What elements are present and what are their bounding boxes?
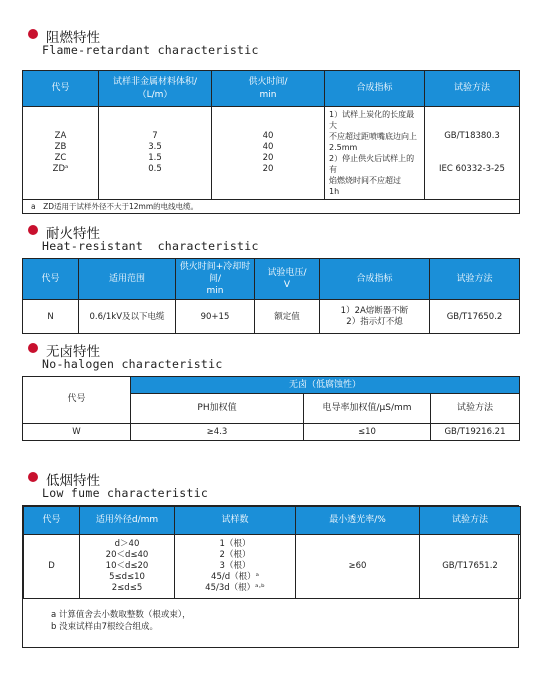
fire-voltage: 额定值 bbox=[255, 300, 320, 334]
header-method: 试验方法 bbox=[431, 394, 520, 424]
header-conductivity: 电导率加权值/μS/mm bbox=[304, 394, 431, 424]
header-scope: 适用范围 bbox=[79, 259, 176, 300]
halogen-code: W bbox=[23, 424, 131, 441]
halogen-heading bbox=[22, 340, 519, 376]
flame-heading bbox=[22, 26, 519, 62]
halogen-section bbox=[22, 340, 519, 441]
samples-list: 1（根） 2（根） 3（根） 45/d（根）ᵃ 45/3d（根）ᵃ·ᵇ bbox=[175, 535, 296, 599]
bullet-icon bbox=[28, 225, 38, 235]
method-cell: GB/T18380.3 IEC 60332-3-25 bbox=[425, 107, 520, 200]
header-time: 供火时间/ min bbox=[212, 71, 325, 107]
smoke-table bbox=[23, 506, 521, 599]
header-criteria: 合成指标 bbox=[325, 71, 425, 107]
header-method: 试验方法 bbox=[425, 71, 520, 107]
header-samples: 试样数 bbox=[175, 507, 296, 535]
fire-title-zh: 耐火特性 bbox=[46, 226, 100, 242]
header-group: 无卤（低腐蚀性） bbox=[131, 377, 520, 394]
halogen-ph: ≥4.3 bbox=[131, 424, 304, 441]
header-ph: PH加权值 bbox=[131, 394, 304, 424]
fire-criteria: 1）2A熔断器不断 2）指示灯不熄 bbox=[320, 300, 430, 334]
smoke-transmittance: ≥60 bbox=[296, 535, 420, 599]
fire-heading bbox=[22, 222, 519, 258]
halogen-title-zh: 无卤特性 bbox=[46, 344, 100, 360]
header-volume: 试样非金属材料体积/ （L/m） bbox=[99, 71, 212, 107]
flame-title-zh: 阻燃特性 bbox=[46, 30, 100, 46]
header-code: 代号 bbox=[24, 507, 80, 535]
volume-list: 7 3.5 1.5 0.5 bbox=[99, 107, 212, 200]
smoke-footnote-b: b 没束试样由7根绞合组成。 bbox=[51, 622, 159, 632]
smoke-title-zh: 低烟特性 bbox=[46, 473, 100, 489]
flame-section bbox=[22, 26, 519, 214]
fire-table bbox=[22, 258, 520, 334]
diameter-list: d＞40 20＜d≤40 10＜d≤20 5≤d≤10 2≤d≤5 bbox=[80, 535, 175, 599]
header-code: 代号 bbox=[23, 259, 79, 300]
code-list: ZA ZB ZC ZDᵃ bbox=[23, 107, 99, 200]
flame-table bbox=[22, 70, 520, 214]
halogen-table bbox=[22, 376, 520, 441]
smoke-footnotes bbox=[23, 609, 518, 633]
flame-footnote: a ZD适用于试样外径不大于12mm的电线电缆。 bbox=[23, 200, 520, 214]
bullet-icon bbox=[28, 472, 38, 482]
fire-code: N bbox=[23, 300, 79, 334]
fire-title-en: Heat-resistant characteristic bbox=[42, 239, 259, 253]
halogen-conductivity: ≤10 bbox=[304, 424, 431, 441]
header-transmittance: 最小透光率/% bbox=[296, 507, 420, 535]
fire-scope: 0.6/1kV及以下电缆 bbox=[79, 300, 176, 334]
bullet-icon bbox=[28, 343, 38, 353]
time-list: 40 40 20 20 bbox=[212, 107, 325, 200]
criteria-text: 1）试样上炭化的长度最大 不应超过距喷嘴底边向上 2.5mm 2）停止供火后试样上的有 焰燃烧时间不应超过 1h bbox=[325, 107, 425, 200]
header-method: 试验方法 bbox=[430, 259, 520, 300]
header-method: 试验方法 bbox=[420, 507, 521, 535]
fire-section bbox=[22, 222, 519, 334]
smoke-footnote-a: a 计算值舍去小数取整数（根或束）， bbox=[51, 610, 191, 620]
header-time: 供火时间+冷却时间/ min bbox=[176, 259, 255, 300]
smoke-section bbox=[22, 469, 519, 648]
fire-time: 90+15 bbox=[176, 300, 255, 334]
header-code: 代号 bbox=[23, 377, 131, 424]
bullet-icon bbox=[28, 29, 38, 39]
header-voltage: 试验电压/ V bbox=[255, 259, 320, 300]
fire-method: GB/T17650.2 bbox=[430, 300, 520, 334]
smoke-table-frame bbox=[22, 505, 519, 648]
smoke-heading bbox=[22, 469, 519, 505]
smoke-method: GB/T17651.2 bbox=[420, 535, 521, 599]
header-code: 代号 bbox=[23, 71, 99, 107]
smoke-title-en: Low fume characteristic bbox=[42, 486, 209, 500]
header-diameter: 适用外径d/mm bbox=[80, 507, 175, 535]
header-criteria: 合成指标 bbox=[320, 259, 430, 300]
halogen-title-en: No-halogen characteristic bbox=[42, 357, 223, 371]
smoke-code: D bbox=[24, 535, 80, 599]
halogen-method: GB/T19216.21 bbox=[431, 424, 520, 441]
flame-title-en: Flame-retardant characteristic bbox=[42, 43, 259, 57]
